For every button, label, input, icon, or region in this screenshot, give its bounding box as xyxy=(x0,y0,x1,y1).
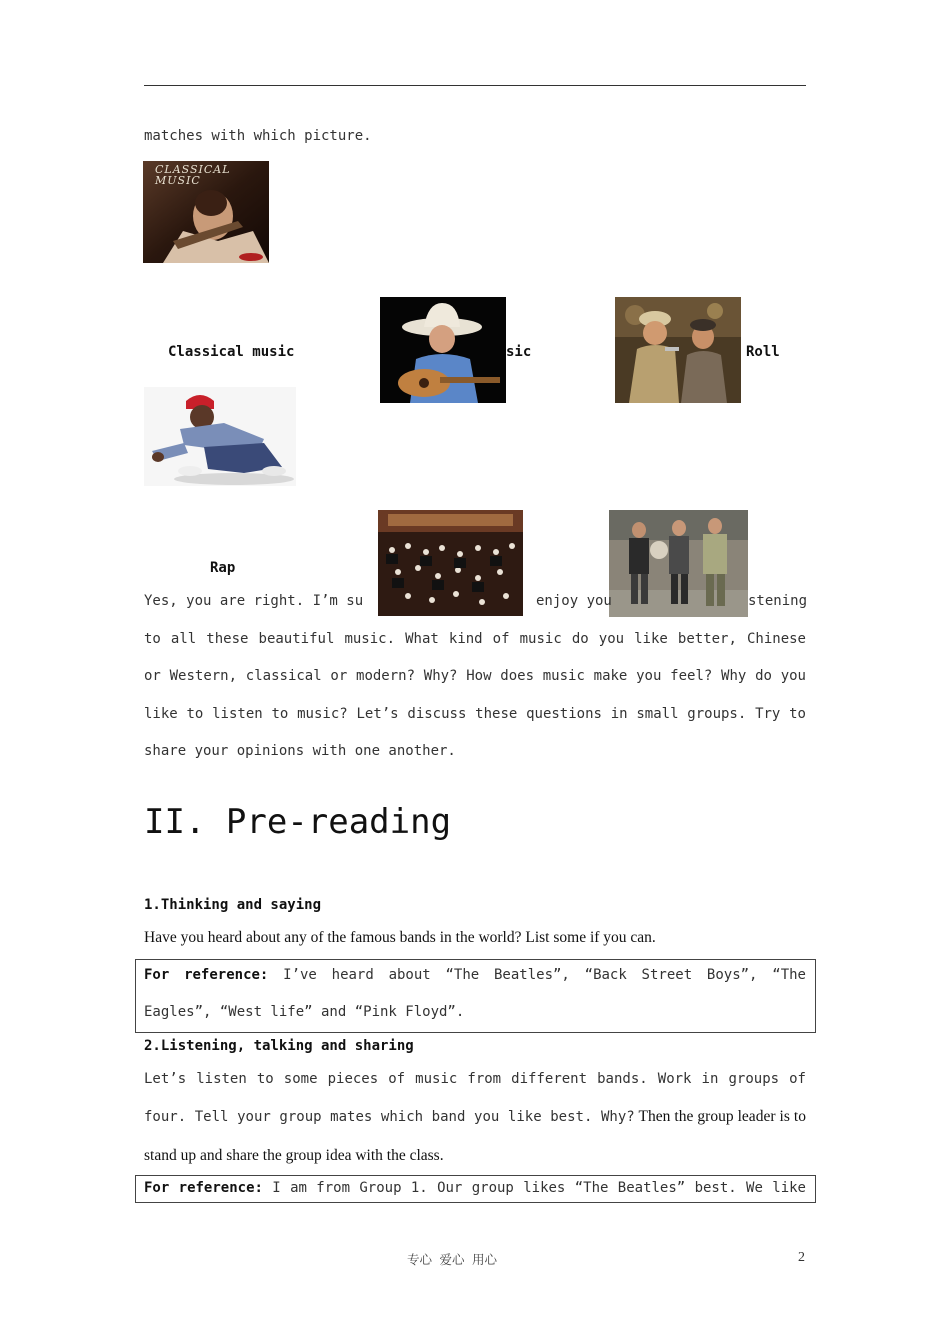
label-rap: Rap xyxy=(210,560,236,576)
country-singer-image xyxy=(380,297,506,403)
cover-title-1: CLASSICAL xyxy=(155,163,231,176)
paragraph1-line1-part-a: Yes, you are right. I’m su xyxy=(144,593,364,609)
section-heading-pre-reading: II. Pre-reading xyxy=(144,802,452,842)
s2-reference-text xyxy=(144,1180,806,1196)
s2-reference-body: I am from Group 1. Our group likes “The Beatles” best. We like xyxy=(262,1180,806,1196)
cover-title-2: MUSIC xyxy=(155,174,201,187)
page-number: 2 xyxy=(798,1250,805,1265)
s2-body-serif: Then the group leader is to stand up and share the group idea with the class. xyxy=(144,1108,806,1164)
header-rule xyxy=(144,85,806,86)
s2-body xyxy=(144,1061,806,1175)
label-country-music-tail: sic xyxy=(506,344,532,360)
rock-and-roll-image xyxy=(615,297,741,403)
folk-musicians-image xyxy=(609,510,748,617)
s1-question: Have you heard about any of the famous bands in the world? List some if you can. xyxy=(144,929,656,946)
s1-reference-label: For reference: xyxy=(144,967,269,983)
s2-reference-label: For reference: xyxy=(144,1180,263,1196)
s2-reference-box xyxy=(135,1175,816,1203)
label-rock-roll-tail: Roll xyxy=(746,344,780,360)
rap-artist-image xyxy=(144,387,296,486)
s2-title: 2.Listening, talking and sharing xyxy=(144,1038,414,1054)
paragraph1-line1-part-b: enjoy you xyxy=(536,593,612,609)
paragraph1-line1-part-c: stening xyxy=(748,593,808,609)
s1-reference-body: I’ve heard about “The Beatles”, “Back Street Boys”, “The Eagles”, “West life” and “Pink Floyd”. xyxy=(144,967,806,1021)
label-classical-music: Classical music xyxy=(168,344,295,360)
s1-reference-text xyxy=(144,957,806,1032)
s1-reference-box xyxy=(135,959,816,1033)
footer-motto: 专心 爱心 用心 xyxy=(407,1252,498,1267)
orchestra-image xyxy=(378,510,523,616)
paragraph1-body: to all these beautiful music. What kind of music do you like better, Chinese or Western, classical or modern? Why? How does music make you feel? Why do you like to listen to music? Let’s discuss these questions in small groups. Try to share your opinions with one another. xyxy=(144,631,806,759)
s1-title: 1.Thinking and saying xyxy=(144,897,322,913)
classical-music-cover-image xyxy=(143,161,269,263)
s2-body-mono: Let’s listen to some pieces of music from different bands. Work in groups of four. Tell your group mates which band you like best. Why? xyxy=(144,1071,806,1126)
intro-line: matches with which picture. xyxy=(144,128,372,144)
